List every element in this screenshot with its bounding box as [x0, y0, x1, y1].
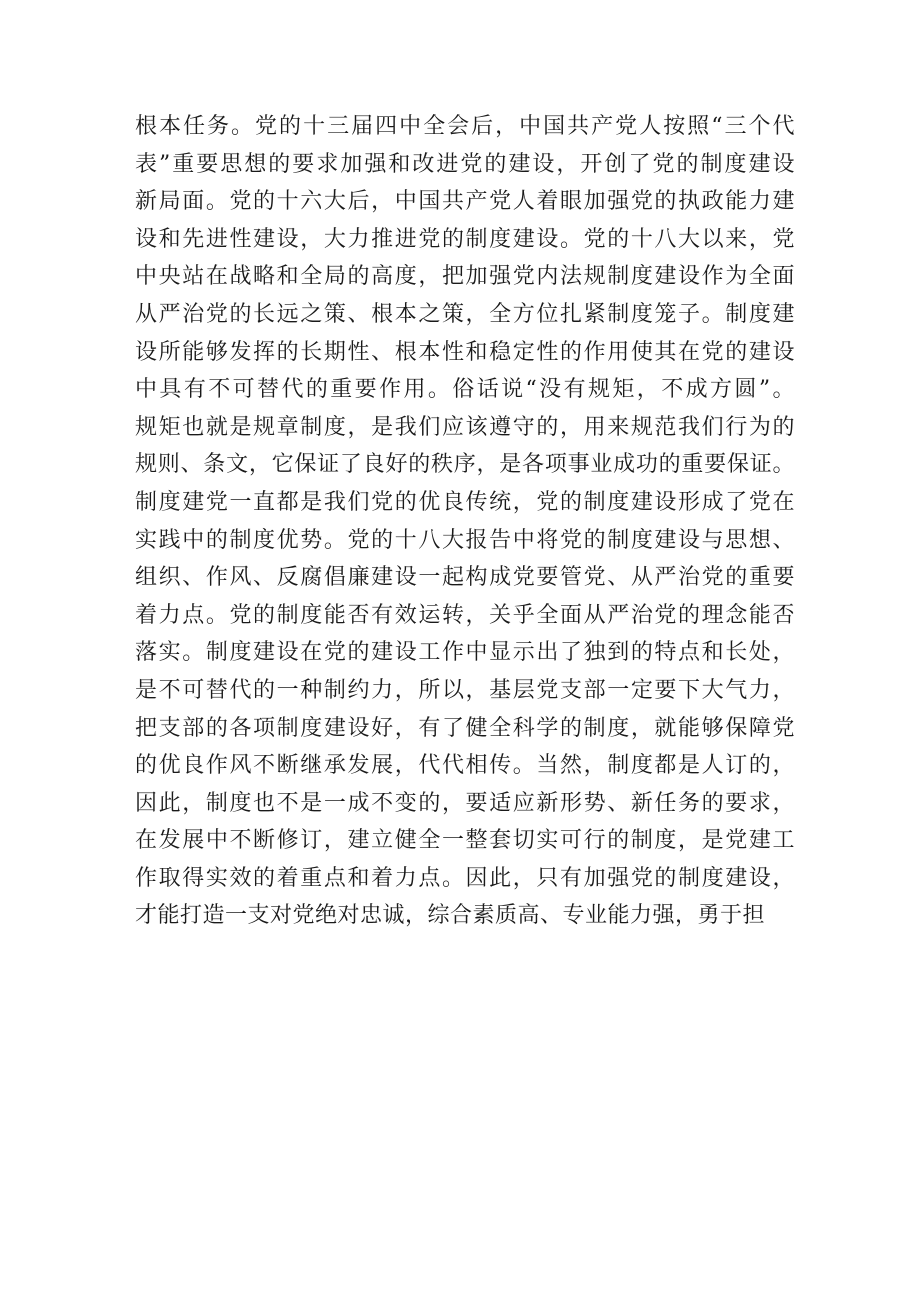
text-line: 中具有不可替代的重要作用。俗话说“没有规矩，不成方圆”。 — [135, 377, 795, 403]
text-line: 表”重要思想的要求加强和改进党的建设，开创了党的制度建设 — [135, 151, 795, 177]
body-text — [135, 108, 795, 935]
text-line: 是不可替代的一种制约力，所以，基层党支部一定要下大气力， — [135, 677, 795, 703]
text-line: 新局面。党的十六大后，中国共产党人着眼加强党的执政能力建 — [135, 189, 795, 215]
text-line: 的优良作风不断继承发展，代代相传。当然，制度都是人订的， — [135, 753, 795, 779]
text-line: 根本任务。党的十三届四中全会后，中国共产党人按照“三个代 — [135, 114, 795, 139]
text-line: 从严治党的长远之策、根本之策，全方位扎紧制度笼子。制度建 — [135, 301, 795, 327]
text-line: 实践中的制度优势。党的十八大报告中将党的制度建设与思想、 — [135, 527, 795, 553]
text-line: 落实。制度建设在党的建设工作中显示出了独到的特点和长处， — [135, 640, 795, 666]
text-line: 在发展中不断修订，建立健全一整套切实可行的制度，是党建工 — [135, 828, 795, 854]
text-line: 因此，制度也不是一成不变的，要适应新形势、新任务的要求， — [135, 790, 795, 816]
text-line: 规则、条文，它保证了良好的秩序，是各项事业成功的重要保证。 — [135, 452, 795, 478]
text-line: 把支部的各项制度建设好，有了健全科学的制度，就能够保障党 — [135, 715, 795, 741]
text-line: 着力点。党的制度能否有效运转，关乎全面从严治党的理念能否 — [135, 602, 795, 628]
text-line: 规矩也就是规章制度，是我们应该遵守的，用来规范我们行为的 — [135, 414, 795, 440]
text-line: 组织、作风、反腐倡廉建设一起构成党要管党、从严治党的重要 — [135, 565, 795, 591]
text-line: 设和先进性建设，大力推进党的制度建设。党的十八大以来，党 — [135, 226, 795, 252]
text-line: 中央站在战略和全局的高度，把加强党内法规制度建设作为全面 — [135, 264, 795, 290]
text-line: 作取得实效的着重点和着力点。因此，只有加强党的制度建设， — [135, 865, 795, 891]
text-line: 设所能够发挥的长期性、根本性和稳定性的作用使其在党的建设 — [135, 339, 795, 365]
text-line: 才能打造一支对党绝对忠诚，综合素质高、专业能力强，勇于担 — [135, 903, 766, 929]
text-line: 制度建党一直都是我们党的优良传统，党的制度建设形成了党在 — [135, 489, 795, 515]
